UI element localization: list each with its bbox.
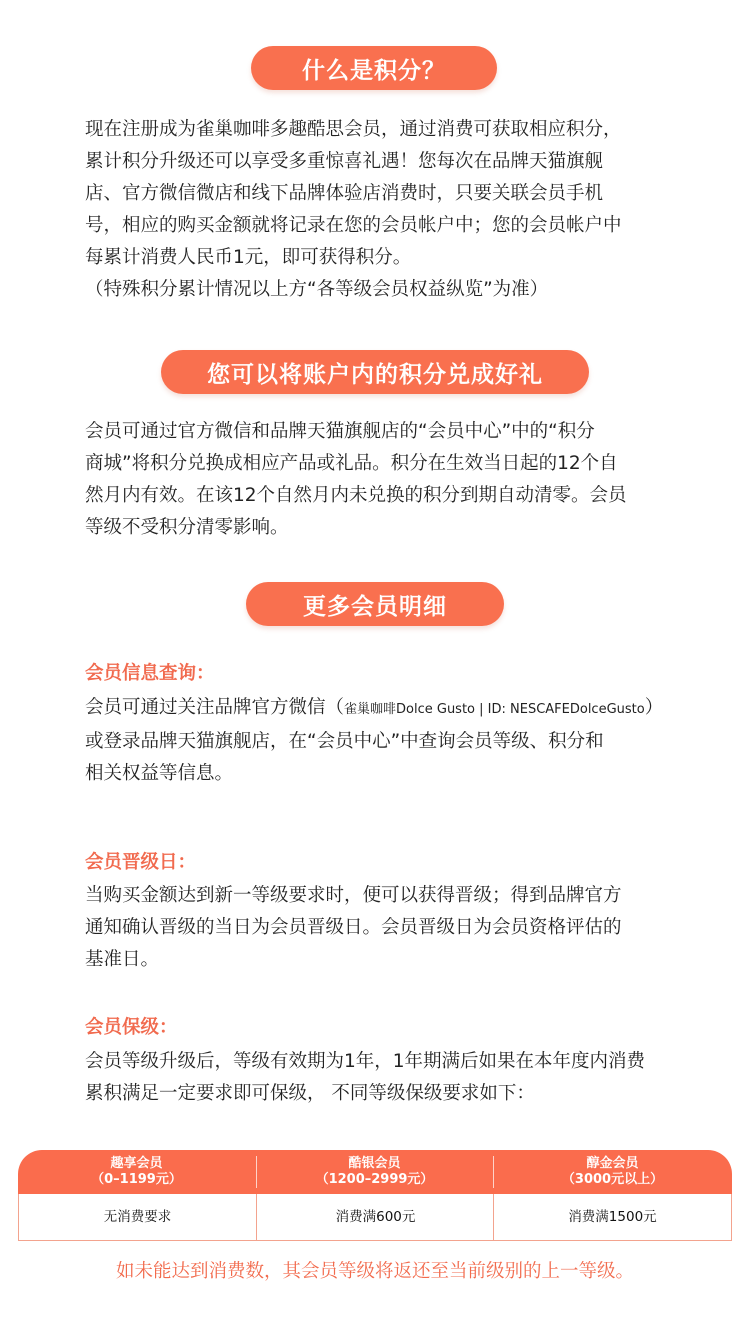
text-line: 然月内有效。在该12个自然月内未兑换的积分到期自动清零。会员: [85, 485, 627, 506]
tier-table-row: [18, 1194, 732, 1241]
tier-header-cell: [18, 1150, 255, 1194]
tier-name: 趣享会员: [110, 1156, 163, 1171]
tier-range: （3000元以上）: [561, 1172, 664, 1187]
upgrade-day-heading: 会员晋级日：: [85, 852, 197, 873]
info-line-prefix: 会员可通过关注品牌官方微信（: [85, 697, 345, 718]
section-title-details: 更多会员明细: [246, 582, 504, 626]
text-line: 商城”将积分兑换成相应产品或礼品。积分在生效当日起的12个自: [85, 453, 618, 474]
text-line: （特殊积分累计情况以上方“各等级会员权益纵览”为准）: [85, 279, 549, 300]
text-line: 累计积分升级还可以享受多重惊喜礼遇！您每次在品牌天猫旗舰: [85, 151, 604, 172]
text-line: [85, 692, 675, 726]
text-line: 或登录品牌天猫旗舰店，在“会员中心”中查询会员等级、积分和: [85, 731, 604, 752]
tier-range: （1200–2999元）: [315, 1172, 434, 1187]
points-description: [85, 114, 675, 306]
text-line: 号，相应的购买金额就将记录在您的会员帐户中；您的会员帐户中: [85, 215, 622, 236]
tier-table: [18, 1150, 732, 1240]
tier-requirement-cell: 消费满1500元: [568, 1209, 657, 1225]
tier-requirement-cell: 无消费要求: [103, 1209, 172, 1225]
section-title-redeem: 您可以将账户内的积分兑成好礼: [161, 350, 589, 394]
section-title-points: 什么是积分？: [251, 46, 497, 90]
text-line: 相关权益等信息。: [85, 763, 234, 784]
text-line: 会员等级升级后，等级有效期为1年，1年期满后如果在本年度内消费: [85, 1051, 646, 1072]
text-line: 当购买金额达到新一等级要求时，便可以获得晋级；得到品牌官方: [85, 885, 622, 906]
tier-header-cell: [494, 1150, 731, 1194]
tier-requirement-cell: 消费满600元: [335, 1209, 416, 1225]
redeem-description: [85, 416, 675, 544]
retain-text: [85, 1046, 675, 1110]
tier-name: 醇金会员: [586, 1156, 639, 1171]
text-line: 现在注册成为雀巢咖啡多趣酷思会员，通过消费可获取相应积分，: [85, 119, 622, 140]
info-query-heading: 会员信息查询：: [85, 663, 215, 684]
text-line: 等级不受积分清零影响。: [85, 517, 289, 538]
info-query-text: [85, 692, 675, 790]
tier-name: 酷银会员: [348, 1156, 401, 1171]
text-line: 店、官方微信微店和线下品牌体验店消费时，只要关联会员手机: [85, 183, 604, 204]
wechat-id: 雀巢咖啡Dolce Gusto | ID: NESCAFEDolceGusto: [344, 702, 645, 717]
downgrade-note: 如未能达到消费数，其会员等级将返还至当前级别的上一等级。: [115, 1261, 634, 1282]
tier-range: （0–1199元）: [91, 1172, 182, 1187]
text-line: 会员可通过官方微信和品牌天猫旗舰店的“会员中心”中的“积分: [85, 421, 595, 442]
text-line: 累积满足一定要求即可保级， 不同等级保级要求如下：: [85, 1083, 535, 1104]
text-line: 通知确认晋级的当日为会员晋级日。会员晋级日为会员资格评估的: [85, 917, 622, 938]
text-line: 每累计消费人民币1元，即可获得积分。: [85, 247, 412, 268]
info-line-suffix: ）: [644, 697, 664, 718]
tier-table-header: [18, 1150, 732, 1194]
tier-header-cell: [256, 1150, 493, 1194]
retain-heading: 会员保级：: [85, 1017, 178, 1038]
upgrade-day-text: [85, 880, 675, 976]
text-line: 基准日。: [85, 949, 160, 970]
